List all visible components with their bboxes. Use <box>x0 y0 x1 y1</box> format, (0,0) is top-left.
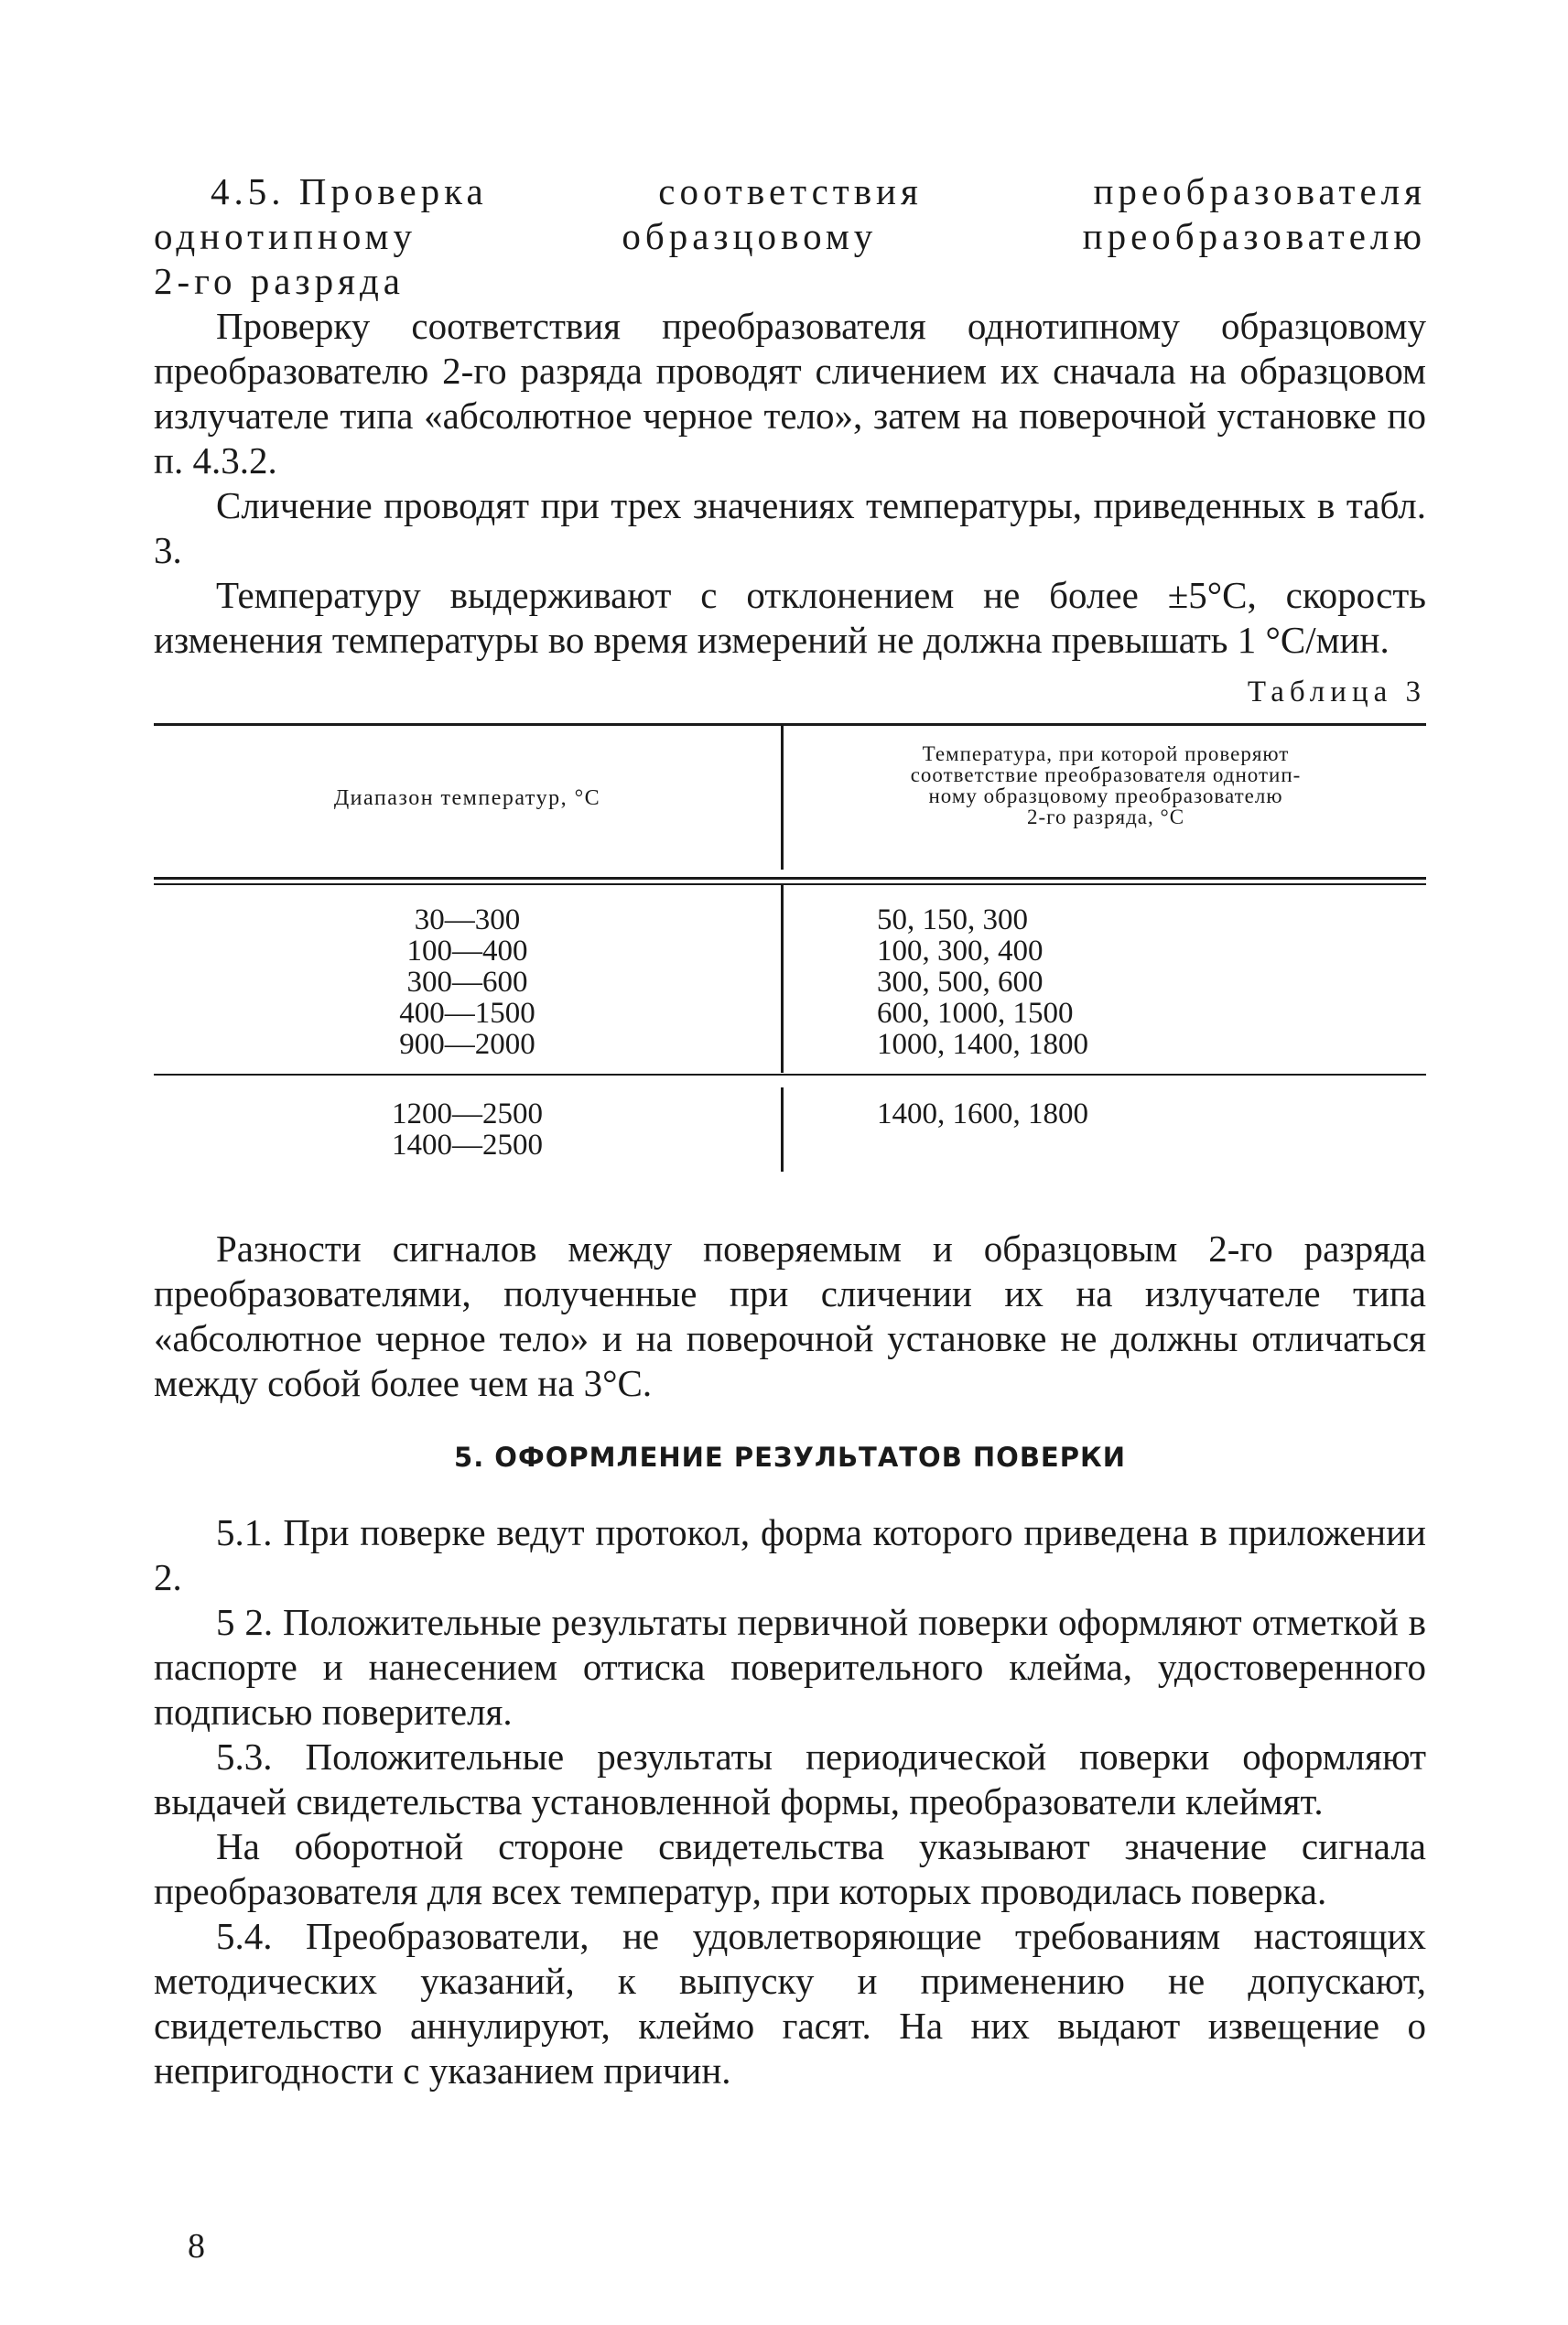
section-5-heading: 5. ОФОРМЛЕНИЕ РЕЗУЛЬТАТОВ ПОВЕРКИ <box>454 1442 1126 1473</box>
header-double-rule-2 <box>154 883 1426 885</box>
title-line-3: 2-го разряда <box>154 260 406 302</box>
table-cell: 100, 300, 400 <box>877 935 1044 968</box>
paragraph: 5.3. Положительные результаты периодической поверки оформляют выдачей свидетельства установленной формы, преобразователи клеймят. <box>154 1736 1426 1822</box>
table-cell: 1200—2500 <box>392 1098 543 1130</box>
paragraph: Температуру выдерживают с отклонением не более ±5°С, скорость изменения температуры во время измерений не должна превышать 1 °С/мин. <box>154 574 1426 661</box>
header-double-rule-1 <box>154 877 1426 880</box>
paragraph: Разности сигналов между поверяемым и образцовым 2-го разряда преобразователями, полученные при сличении их на излучателе типа «абсолютное черное тело» и на поверочной установке не должны отличаться между собой более чем на 3°С. <box>154 1227 1426 1404</box>
section-4-5-title <box>154 169 1426 304</box>
table-cell: 600, 1000, 1500 <box>877 997 1074 1030</box>
table-header-divider <box>781 723 784 870</box>
group-separator-rule <box>154 1074 1426 1076</box>
group1-values <box>877 904 1088 1060</box>
table-cell: 30—300 <box>414 903 521 936</box>
table-cell: 50, 150, 300 <box>877 903 1028 936</box>
paragraph: 5 2. Положительные результаты первичной поверки оформляют отметкой в паспорте и нанесением оттиска поверительного клейма, удостоверенного подписью поверителя. <box>154 1601 1426 1733</box>
table-cell: 900—2000 <box>399 1028 535 1061</box>
section-4-5-body <box>154 304 1426 663</box>
section-5-body <box>154 1510 1426 2093</box>
table-caption: Таблица 3 <box>1247 676 1426 708</box>
table-cell: 300, 500, 600 <box>877 966 1044 999</box>
body-divider-1 <box>781 885 784 1073</box>
paragraph: Сличение проводят при трех значениях температуры, приведенных в табл. 3. <box>154 484 1426 571</box>
table-cell: 300—600 <box>406 966 528 999</box>
table-cell: 1400, 1600, 1800 <box>877 1098 1088 1130</box>
title-line-1: 4.5. Проверка соответствия преобразователя <box>211 170 1426 212</box>
body-divider-2 <box>781 1087 784 1172</box>
paragraph: Проверку соответствия преобразователя однотипному образцовому преобразователю 2-го разряда проводят сличением их сначала на образцовом излучателе типа «абсолютное черное тело», затем на поверочной установке по п. 4.3.2. <box>154 305 1426 481</box>
header-check-temperature: Температура, при которой проверяют соответствие преобразователя однотип- ному образцовому преобразователю 2-го разряда, °С <box>910 742 1302 828</box>
after-table-body <box>154 1227 1426 1406</box>
table-cell: 1400—2500 <box>392 1129 543 1162</box>
table-3 <box>154 723 1426 1181</box>
paragraph: 5.1. При поверке ведут протокол, форма которого приведена в приложении 2. <box>154 1511 1426 1598</box>
group2-values <box>877 1098 1088 1130</box>
table-cell: 400—1500 <box>399 997 535 1030</box>
title-line-2: однотипному образцовому преобразователю <box>154 215 1426 257</box>
group2-ranges <box>154 1098 781 1161</box>
page-number: 8 <box>188 2227 205 2266</box>
paragraph: На оборотной стороне свидетельства указывают значение сигнала преобразователя для всех температур, при которых проводилась поверка. <box>154 1825 1426 1912</box>
paragraph: 5.4. Преобразователи, не удовлетворяющие требованиям настоящих методических указаний, к выпуску и применению не допускают, свидетельство аннулируют, клеймо гасят. На них выдают извещение о непригодности с указанием причин. <box>154 1915 1426 2092</box>
table-cell: 1000, 1400, 1800 <box>877 1028 1088 1061</box>
group1-ranges <box>154 904 781 1060</box>
table-cell: 100—400 <box>406 935 528 968</box>
header-temperature-range: Диапазон температур, °С <box>333 786 601 810</box>
